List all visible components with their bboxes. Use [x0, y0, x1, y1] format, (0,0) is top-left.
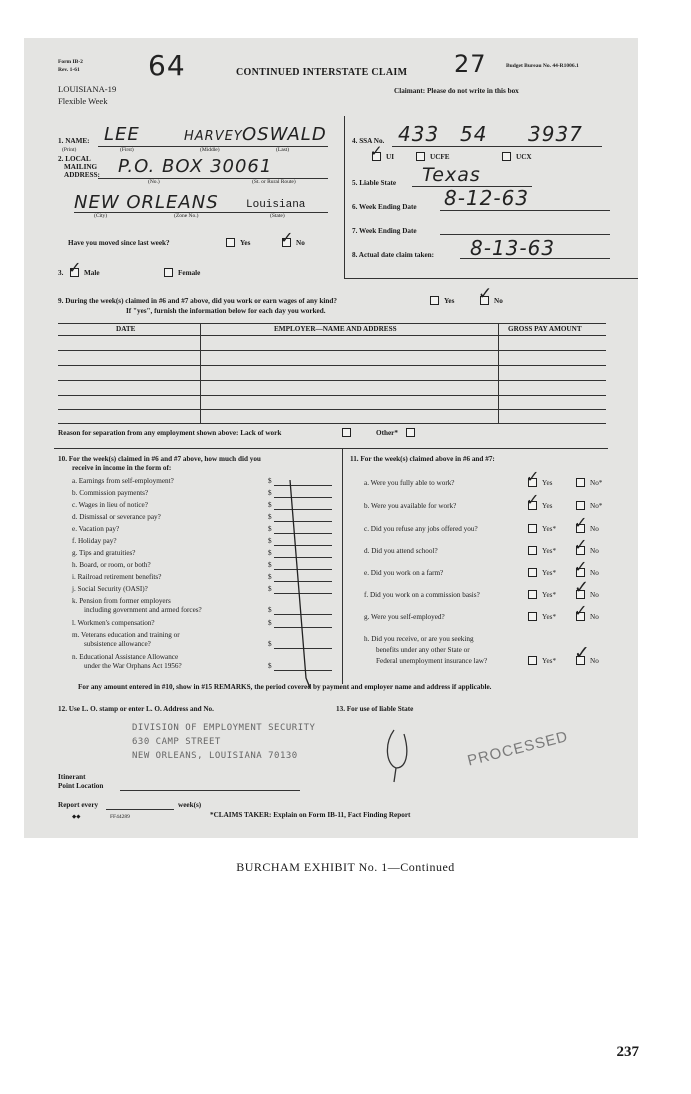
state-label: (State) — [270, 213, 285, 219]
q11-e-no-label: No — [590, 569, 599, 577]
lack-of-work-checkbox[interactable] — [342, 428, 351, 437]
q11-h-question-line2: benefits under any other State or — [376, 646, 470, 654]
q11-g-yes-label: Yes* — [542, 613, 557, 621]
q10-item-m: m. Veterans education and training or — [72, 631, 180, 639]
name-label: 1. NAME: — [58, 137, 90, 145]
q11-f-question: f. Did you work on a commission basis? — [364, 591, 480, 599]
q10-item-c: c. Wages in lieu of notice? — [72, 501, 148, 509]
q10-item-a: a. Earnings from self-employment? — [72, 477, 174, 485]
q11-a-question: a. Were you fully able to work? — [364, 479, 455, 487]
q11-f-no-check-icon: ✓ — [574, 577, 590, 598]
claim-form — [24, 38, 638, 838]
claims-taker-note: *CLAIMS TAKER: Explain on Form IB-11, Fact Finding Report — [210, 811, 411, 819]
q11-f-yes-checkbox[interactable] — [528, 590, 537, 599]
q11-d-question: d. Did you attend school? — [364, 547, 438, 555]
middle-name-value: HARVEY — [184, 129, 243, 144]
last-label: (Last) — [276, 147, 290, 153]
q11-g-yes-checkbox[interactable] — [528, 612, 537, 621]
lo-stamp-line3: NEW ORLEANS, LOUISIANA 70130 — [132, 751, 298, 761]
q9-question: 9. During the week(s) claimed in #6 and #7 above, did you work or earn wages of any kind? — [58, 297, 338, 305]
section-divider — [54, 448, 608, 449]
q10-item-e: e. Vacation pay? — [72, 525, 120, 533]
city-underline — [74, 212, 328, 213]
q9-yes-checkbox[interactable] — [430, 296, 439, 305]
claimant-note: Claimant: Please do not write in this box — [394, 87, 519, 95]
dollar-sign: $ — [268, 477, 272, 485]
q9-table-row-line — [58, 350, 606, 351]
last-name-value: OSWALD — [242, 124, 327, 145]
dollar-sign: $ — [268, 489, 272, 497]
ssa-part-2: 54 — [460, 122, 488, 146]
q9-table-row-line — [58, 409, 606, 410]
right-box-left-border — [344, 116, 345, 278]
q10-item-k: k. Pension from former employers — [72, 597, 171, 605]
male-check-icon: ✓ — [68, 258, 82, 277]
male-label: Male — [84, 269, 100, 277]
moved-no-label: No — [296, 239, 305, 247]
q11-h-yes-label: Yes* — [542, 657, 557, 665]
q11-a-yes-check-icon: ✓ — [526, 467, 540, 486]
ssa-underline — [392, 146, 602, 147]
q11-h-question-line1: h. Did you receive, or are you seeking — [364, 635, 474, 643]
moved-yes-label: Yes — [240, 239, 251, 247]
ssa-part-3: 3937 — [528, 122, 583, 146]
q9-table-header-line — [58, 335, 606, 336]
address-label-2: MAILING — [64, 163, 98, 171]
female-label: Female — [178, 269, 201, 277]
q11-f-no-label: No — [590, 591, 599, 599]
ssa-label: 4. SSA No. — [352, 137, 385, 145]
form-revision: Rev. 1-61 — [58, 67, 80, 73]
dollar-sign: $ — [268, 606, 272, 614]
q11-f-yes-label: Yes* — [542, 591, 557, 599]
q9-table-top — [58, 323, 606, 324]
q10-footnote: For any amount entered in #10, show in #15 REMARKS, the period covered by payment and employer name and address if applicable. — [78, 683, 492, 691]
dollar-sign: $ — [268, 640, 272, 648]
q11-d-no-label: No — [590, 547, 599, 555]
q11-d-yes-checkbox[interactable] — [528, 546, 537, 555]
zone-label: (Zone No.) — [174, 213, 199, 219]
q10-question-line1: 10. For the week(s) claimed in #6 and #7 above, how much did you — [58, 455, 261, 463]
liable-state-label: 5. Liable State — [352, 179, 397, 187]
ucfe-checkbox[interactable] — [416, 152, 425, 161]
q9-table-row-line — [58, 380, 606, 381]
budget-bureau-number: Budget Bureau No. 44-R1006.1 — [506, 63, 579, 69]
q11-title: 11. For the week(s) claimed above in #6 and #7: — [350, 455, 495, 463]
other-label: Other* — [376, 429, 398, 437]
q11-e-question: e. Did you work on a farm? — [364, 569, 444, 577]
q10-q11-divider — [342, 448, 343, 684]
moved-yes-checkbox[interactable] — [226, 238, 235, 247]
q11-b-yes-label: Yes — [542, 502, 553, 510]
handwritten-number-right: 27 — [454, 50, 487, 78]
q9-table-bottom — [58, 423, 606, 424]
q9-no-check-icon: ✓ — [478, 284, 493, 304]
q11-a-no-checkbox[interactable] — [576, 478, 585, 487]
address-label-3: ADDRESS: — [64, 171, 100, 179]
q11-b-no-checkbox[interactable] — [576, 501, 585, 510]
separation-reason-label: Reason for separation from any employment shown above: Lack of work — [58, 429, 282, 437]
q11-a-yes-label: Yes — [542, 479, 553, 487]
q9-yes-label: Yes — [444, 297, 455, 305]
q9-col-divider-2 — [498, 323, 499, 423]
moved-question: Have you moved since last week? — [68, 239, 170, 247]
q10-item-f: f. Holiday pay? — [72, 537, 117, 545]
q11-g-no-check-icon: ✓ — [574, 601, 588, 620]
q11-h-yes-checkbox[interactable] — [528, 656, 537, 665]
address-street-label: (St. or Rural Route) — [252, 179, 296, 185]
report-every-label: Report every — [58, 801, 99, 809]
q10-question-line2: receive in income in the form of: — [72, 464, 172, 472]
q11-c-no-label: No — [590, 525, 599, 533]
q10-item-k-cont: including government and armed forces? — [84, 606, 202, 614]
actual-date-underline — [460, 258, 610, 259]
page-number: 237 — [616, 1044, 639, 1060]
lo-stamp-line2: 630 CAMP STREET — [132, 737, 221, 747]
q9-col-pay: GROSS PAY AMOUNT — [508, 325, 582, 333]
dollar-sign: $ — [268, 513, 272, 521]
itinerant-underline — [120, 790, 300, 791]
week-ending-7-label: 7. Week Ending Date — [352, 227, 417, 235]
q11-e-yes-label: Yes* — [542, 569, 557, 577]
processed-stamp: PROCESSED — [465, 728, 571, 770]
q10-item-j: j. Social Security (OASI)? — [72, 585, 148, 593]
q10-item-n: n. Educational Assistance Allowance — [72, 653, 179, 661]
q11-e-no-check-icon: ✓ — [574, 557, 588, 576]
exhibit-caption: BURCHAM EXHIBIT No. 1—Continued — [236, 860, 455, 874]
city-value: NEW ORLEANS — [74, 192, 219, 213]
q10-item-d: d. Dismissal or severance pay? — [72, 513, 161, 521]
q10-item-m-cont: subsistence allowance? — [84, 640, 151, 648]
first-label: (First) — [120, 147, 134, 153]
actual-date-label: 8. Actual date claim taken: — [352, 251, 435, 259]
q12-label: 12. Use L. O. stamp or enter L. O. Address and No. — [58, 705, 214, 713]
report-every-underline — [106, 809, 174, 810]
q9-col-date: DATE — [116, 325, 136, 333]
q11-c-yes-label: Yes* — [542, 525, 557, 533]
q9-col-divider-1 — [200, 323, 201, 423]
dollar-sign: $ — [268, 561, 272, 569]
q11-c-question: c. Did you refuse any jobs offered you? — [364, 525, 478, 533]
q10-item-h: h. Board, or room, or both? — [72, 561, 151, 569]
q11-h-question-line3: Federal unemployment insurance law? — [376, 657, 488, 665]
right-box-bottom-border — [344, 278, 638, 279]
q11-b-no-label: No* — [590, 502, 603, 510]
address-no-label: (No.) — [148, 179, 160, 185]
q9-table-row-line — [58, 395, 606, 396]
dollar-sign: $ — [268, 573, 272, 581]
ui-check-icon: ✓ — [370, 142, 383, 160]
liable-state-initial-mark — [380, 724, 416, 784]
q11-h-no-check-icon: ✓ — [574, 642, 590, 664]
handwritten-number-left: 64 — [148, 49, 186, 82]
print-label: (Print) — [62, 147, 77, 153]
q13-label: 13. For use of liable State — [336, 705, 414, 713]
state-typed-value: Louisiana — [246, 199, 306, 211]
q11-e-yes-checkbox[interactable] — [528, 568, 537, 577]
address-line1-value: P.O. BOX 30061 — [118, 156, 273, 177]
q9-no-label: No — [494, 297, 503, 305]
female-checkbox[interactable] — [164, 268, 173, 277]
q9-table-row-line — [58, 365, 606, 366]
dollar-sign: $ — [268, 619, 272, 627]
actual-date-value: 8-13-63 — [470, 236, 556, 260]
q10-item-g: g. Tips and gratuities? — [72, 549, 136, 557]
sex-label: 3. — [58, 269, 64, 277]
q11-g-question: g. Were you self-employed? — [364, 613, 445, 621]
dollar-sign: $ — [268, 525, 272, 533]
address-label-1: 2. LOCAL — [58, 155, 91, 163]
first-name-value: LEE — [104, 124, 140, 145]
ucx-label: UCX — [516, 153, 532, 161]
dollar-sign: $ — [268, 537, 272, 545]
other-checkbox[interactable] — [406, 428, 415, 437]
q10-item-i: i. Railroad retirement benefits? — [72, 573, 162, 581]
city-label: (City) — [94, 213, 108, 219]
q11-c-no-check-icon: ✓ — [574, 513, 588, 532]
lo-stamp-line1: DIVISION OF EMPLOYMENT SECURITY — [132, 723, 316, 733]
q10-item-b: b. Commission payments? — [72, 489, 149, 497]
form-number: Form IB-2 — [58, 59, 83, 65]
q11-b-yes-check-icon: ✓ — [526, 490, 540, 509]
week-ending-6-value: 8-12-63 — [444, 186, 530, 210]
ssa-part-1: 433 — [398, 122, 440, 146]
dollar-sign: $ — [268, 549, 272, 557]
q11-d-yes-label: Yes* — [542, 547, 557, 555]
week-ending-7-underline — [440, 234, 610, 235]
ucx-checkbox[interactable] — [502, 152, 511, 161]
middle-label: (Middle) — [200, 147, 220, 153]
printer-seal-icon: ◆◆ — [72, 814, 81, 820]
ui-label: UI — [386, 153, 394, 161]
week-ending-6-label: 6. Week Ending Date — [352, 203, 417, 211]
vertical-pen-stroke — [286, 478, 316, 690]
week-ending-6-underline — [440, 210, 610, 211]
dollar-sign: $ — [268, 585, 272, 593]
q10-item-n-cont: under the War Orphans Act 1956? — [84, 662, 182, 670]
dollar-sign: $ — [268, 501, 272, 509]
q9-instruction: If "yes", furnish the information below for each day you worked. — [126, 307, 326, 315]
itinerant-label-2: Point Location — [58, 782, 104, 790]
form-title: CONTINUED INTERSTATE CLAIM — [236, 67, 408, 78]
weeks-label: week(s) — [178, 801, 202, 809]
q9-col-employer: EMPLOYER—NAME AND ADDRESS — [274, 325, 397, 333]
week-type: Flexible Week — [58, 96, 108, 106]
printer-mark: FF44289 — [110, 814, 130, 820]
itinerant-label-1: Itinerant — [58, 773, 86, 781]
dollar-sign: $ — [268, 662, 272, 670]
q11-c-yes-checkbox[interactable] — [528, 524, 537, 533]
q10-item-l: l. Workmen's compensation? — [72, 619, 155, 627]
state-line: LOUISIANA-19 — [58, 84, 117, 94]
q11-g-no-label: No — [590, 613, 599, 621]
ucfe-label: UCFE — [430, 153, 450, 161]
q11-a-no-label: No* — [590, 479, 603, 487]
moved-no-check-icon: ✓ — [280, 228, 294, 247]
q11-d-no-check-icon: ✓ — [574, 535, 588, 554]
liable-state-value: Texas — [422, 164, 481, 186]
q11-h-no-label: No — [590, 657, 599, 665]
q11-b-question: b. Were you available for work? — [364, 502, 457, 510]
